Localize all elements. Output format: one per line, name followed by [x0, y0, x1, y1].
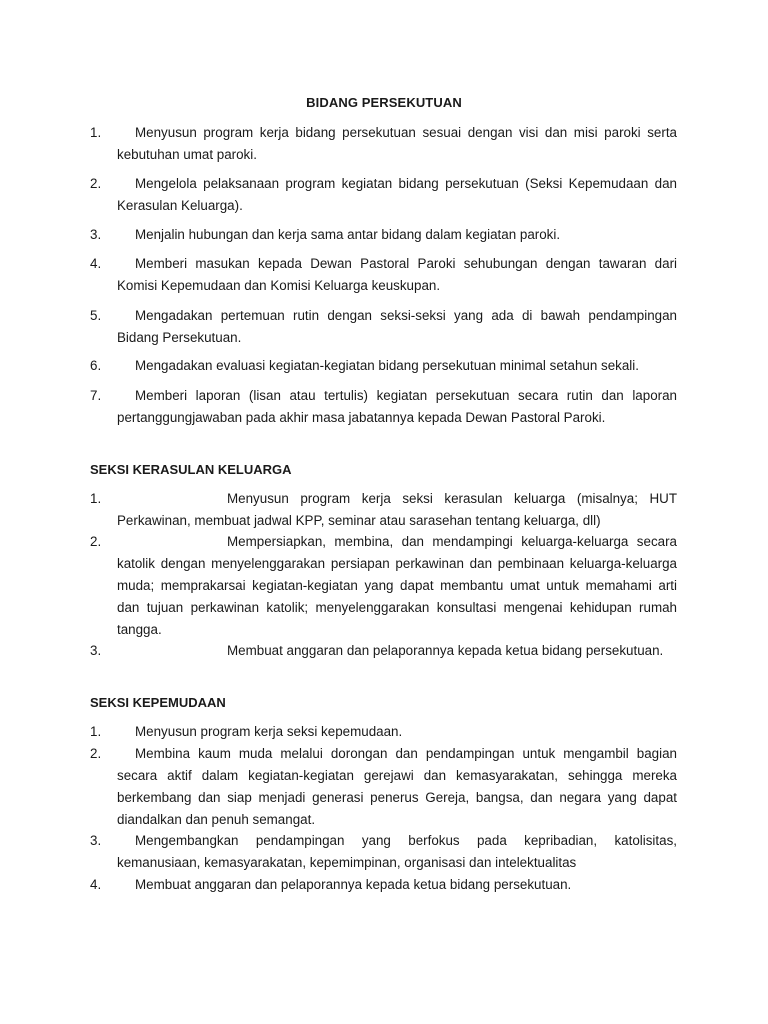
list-item — [90, 830, 677, 874]
item-text: Memberi laporan (lisan atau tertulis) kegiatan persekutuan secara rutin dan laporan pertanggungjawaban pada akhir masa jabatannya kepada Dewan Pastoral Paroki. — [117, 388, 677, 425]
list-item — [90, 385, 677, 429]
item-number: 2. — [90, 176, 102, 191]
list-item — [90, 173, 677, 217]
section-heading-kepemudaan: SEKSI KEPEMUDAAN — [90, 695, 226, 710]
list-item — [90, 531, 677, 641]
list-item — [90, 224, 677, 246]
item-number: 6. — [90, 358, 102, 373]
list-item — [90, 355, 677, 377]
list-item — [90, 253, 677, 297]
item-number: 2. — [90, 746, 102, 761]
item-text: Mempersiapkan, membina, dan mendampingi keluarga-keluarga secara katolik dengan menyelenggarakan persiapan perkawinan dan pembinaan keluarga-keluarga muda; memprakarsai kegiatan-kegiatan yang dapat membantu umat untuk memahami arti dan tujuan perkawinan katolik; menyelenggarakan konsultasi mengenai kehidupan rumah tangga. — [117, 534, 677, 637]
item-text: Menjalin hubungan dan kerja sama antar bidang dalam kegiatan paroki. — [135, 227, 561, 242]
item-number: 3. — [90, 643, 102, 658]
item-text: Membina kaum muda melalui dorongan dan pendampingan untuk mengambil bagian secara aktif dalam kegiatan-kegiatan gerejawi dan kemasyarakatan, sehingga mereka berkembang dan siap menjadi generasi penerus Gereja, bangsa, dan negara yang dapat diandalkan dan penuh semangat. — [117, 746, 677, 827]
item-text: Membuat anggaran dan pelaporannya kepada ketua bidang persekutuan. — [227, 643, 664, 658]
list-item — [90, 488, 677, 532]
item-text: Memberi masukan kepada Dewan Pastoral Paroki sehubungan dengan tawaran dari Komisi Kepemudaan dan Komisi Keluarga keuskupan. — [117, 256, 677, 293]
item-text: Mengembangkan pendampingan yang berfokus pada kepribadian, katolisitas, kemanusiaan, kemasyarakatan, kepemimpinan, organisasi dan intelektualitas — [117, 833, 677, 870]
item-number: 1. — [90, 125, 102, 140]
item-text: Mengelola pelaksanaan program kegiatan bidang persekutuan (Seksi Kepemudaan dan Kerasulan Keluarga). — [117, 176, 677, 213]
item-number: 4. — [90, 877, 102, 892]
item-text: Mengadakan evaluasi kegiatan-kegiatan bidang persekutuan minimal setahun sekali. — [135, 358, 639, 373]
item-text: Membuat anggaran dan pelaporannya kepada ketua bidang persekutuan. — [135, 877, 572, 892]
item-number: 2. — [90, 534, 102, 549]
list-item — [90, 743, 677, 831]
item-number: 4. — [90, 256, 102, 271]
item-text: Mengadakan pertemuan rutin dengan seksi-seksi yang ada di bawah pendampingan Bidang Persekutuan. — [117, 308, 677, 345]
item-number: 3. — [90, 227, 102, 242]
list-item — [90, 640, 677, 662]
item-number: 7. — [90, 388, 102, 403]
list-item — [90, 122, 677, 166]
document-title: BIDANG PERSEKUTUAN — [306, 95, 462, 110]
item-number: 3. — [90, 833, 102, 848]
section-heading-kerasulan-keluarga: SEKSI KERASULAN KELUARGA — [90, 462, 292, 477]
item-text: Menyusun program kerja seksi kepemudaan. — [135, 724, 403, 739]
item-number: 1. — [90, 724, 102, 739]
list-item — [90, 305, 677, 349]
list-item — [90, 874, 677, 896]
item-text: Menyusun program kerja bidang persekutuan sesuai dengan visi dan misi paroki serta kebutuhan umat paroki. — [117, 125, 677, 162]
list-item — [90, 721, 677, 743]
item-text: Menyusun program kerja seksi kerasulan keluarga (misalnya; HUT Perkawinan, membuat jadwal KPP, seminar atau sarasehan tentang keluarga, dll) — [117, 491, 677, 528]
item-number: 5. — [90, 308, 102, 323]
item-number: 1. — [90, 491, 102, 506]
